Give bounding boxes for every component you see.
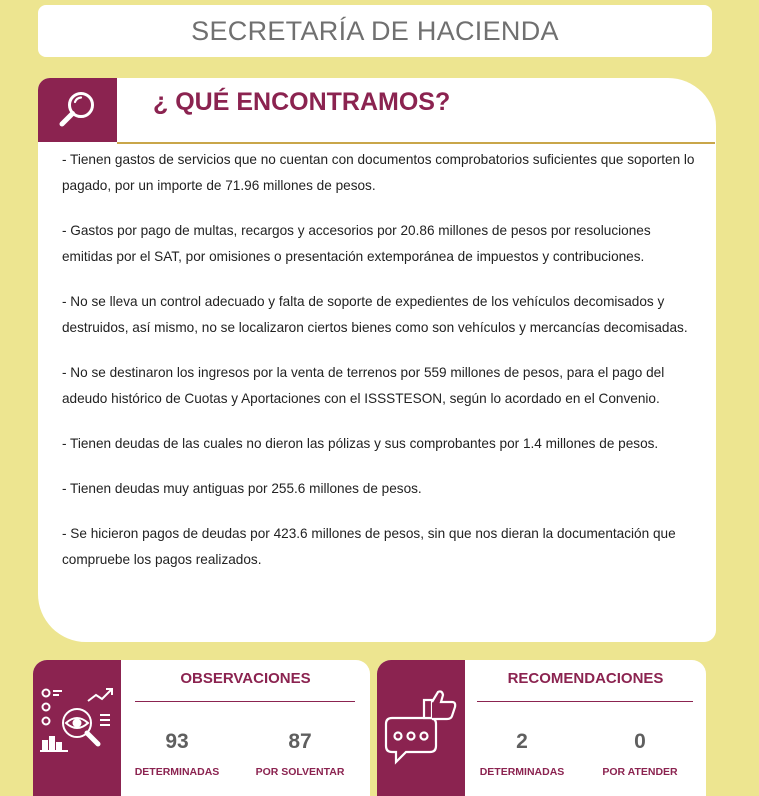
observaciones-divider xyxy=(135,701,355,702)
recomendaciones-title: RECOMENDACIONES xyxy=(507,670,664,687)
observaciones-title: OBSERVACIONES xyxy=(180,670,311,687)
finding-item: - Tienen deudas muy antiguas por 255.6 millones de pesos. xyxy=(62,481,422,496)
page-title: SECRETARÍA DE HACIENDA xyxy=(38,5,712,57)
observaciones-determinadas-label: DETERMINADAS xyxy=(134,766,220,778)
observaciones-card xyxy=(33,660,370,796)
observaciones-determinadas-value: 93 xyxy=(165,730,189,753)
finding-item: - No se destinaron los ingresos por la venta de terrenos por 559 millones de pesos, para el pago del adeudo histórico de Cuotas y Aportaciones con el ISSSTESON, según lo acordado en el Convenio. xyxy=(62,365,665,406)
recomendaciones-divider xyxy=(477,701,693,702)
magnifier-icon xyxy=(54,86,102,134)
finding-item: - No se lleva un control adecuado y falta de soporte de expedientes de los vehículos decomisados y destruidos, así mismo, no se localizaron ciertos bienes como son vehículos y mercancías decomisadas. xyxy=(62,294,688,335)
section-heading: ¿ QUÉ ENCONTRAMOS? xyxy=(153,88,451,116)
findings-list xyxy=(62,147,698,592)
recomendaciones-determinadas-label: DETERMINADAS xyxy=(479,766,565,778)
observaciones-por-solventar-value: 87 xyxy=(288,730,312,753)
finding-item: - Se hicieron pagos de deudas por 423.6 millones de pesos, sin que nos dieran la documentación que compruebe los pagos realizados. xyxy=(62,526,676,567)
finding-item: - Gastos por pago de multas, recargos y accesorios por 20.86 millones de pesos por resoluciones emitidas por el SAT, por omisiones o presentación extemporánea de impuestos y contribuciones. xyxy=(62,223,651,264)
recomendaciones-por-atender-value: 0 xyxy=(634,730,646,753)
recomendaciones-por-atender-label: POR ATENDER xyxy=(602,766,678,778)
recomendaciones-card xyxy=(377,660,706,796)
recomendaciones-determinadas-value: 2 xyxy=(516,730,528,753)
analytics-eye-icon xyxy=(38,685,116,771)
observaciones-icon-panel xyxy=(33,660,121,796)
observaciones-por-solventar-label: POR SOLVENTAR xyxy=(255,766,345,778)
finding-item: - Tienen deudas de las cuales no dieron las pólizas y sus comprobantes por 1.4 millones de pesos. xyxy=(62,436,659,451)
thumbs-up-chat-icon xyxy=(382,688,460,768)
finding-item: - Tienen gastos de servicios que no cuentan con documentos comprobatorios suficientes que soporten lo pagado, por un importe de 71.96 millones de pesos. xyxy=(62,152,695,193)
heading-divider xyxy=(117,142,715,144)
findings-icon-tab xyxy=(38,78,117,142)
recomendaciones-icon-panel xyxy=(377,660,465,796)
